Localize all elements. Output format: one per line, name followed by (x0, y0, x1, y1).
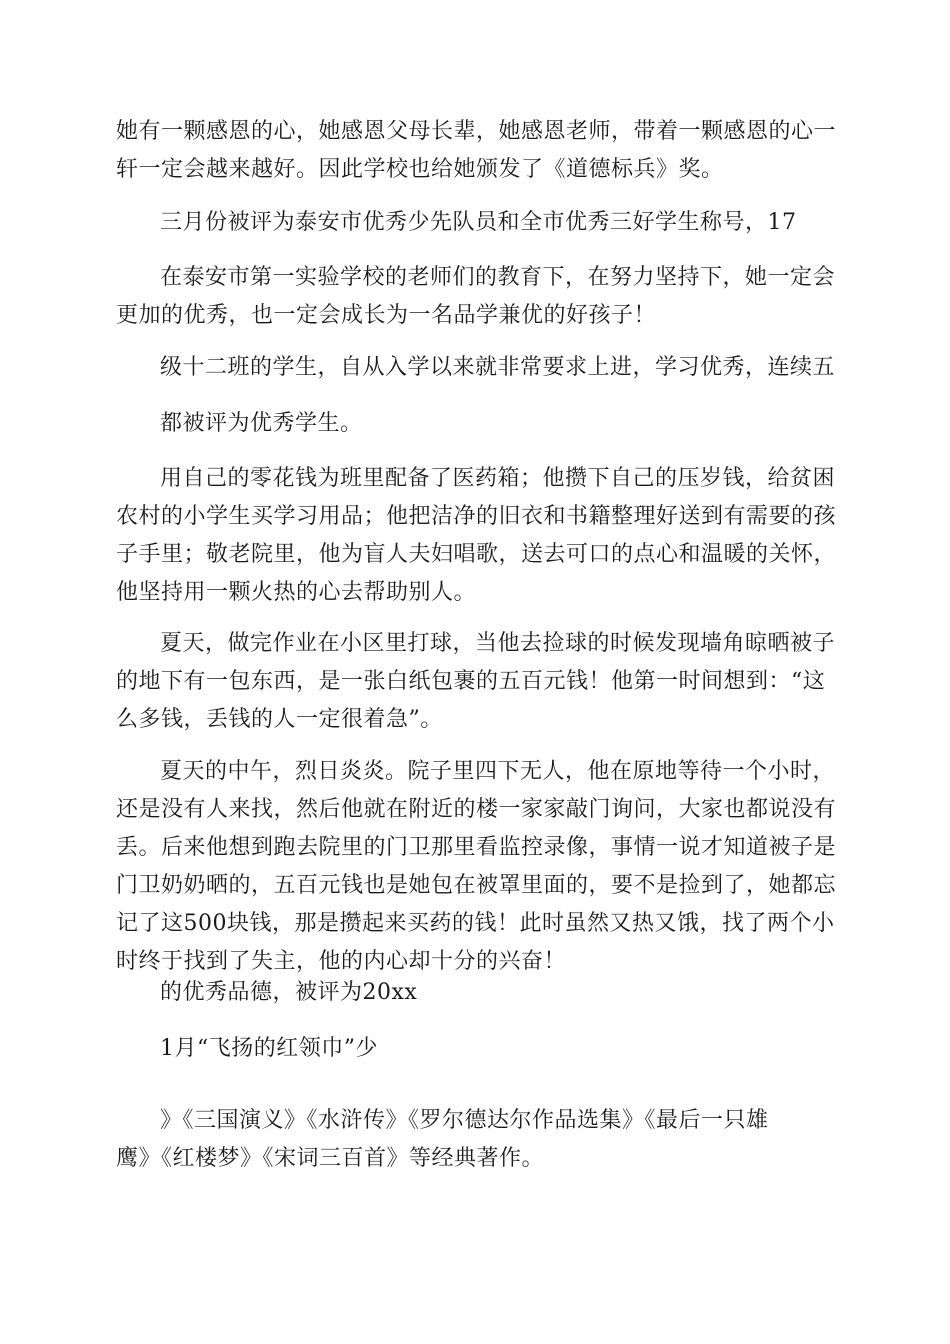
text-line: 么多钱，丢钱的人一定很着急”。 (116, 707, 443, 732)
text-line: 级十二班的学生，自从入学以来就非常要求上进，学习优秀，连续五 (160, 355, 836, 380)
paragraph (116, 1102, 836, 1178)
text-line: 的地下有一包东西，是一张白纸包裹的五百元钱！他第一时间想到：“这 (116, 669, 826, 694)
paragraph (116, 259, 836, 335)
text-line: 的优秀品德，被评为20xx (160, 980, 418, 1005)
paragraph (116, 113, 836, 189)
text-line: 农村的小学生买学习用品；他把洁净的旧衣和书籍整理好送到有需要的孩 (116, 504, 837, 529)
text-line: 夏天的中午，烈日炎炎。院子里四下无人，他在原地等待一个小时， (160, 759, 836, 784)
text-line: 用自己的零花钱为班里配备了医药箱；他攒下自己的压岁钱，给贫困 (160, 466, 836, 491)
text-line: 她有一颗感恩的心，她感恩父母长辈，她感恩老师，带着一颗感恩的心一 (116, 119, 837, 144)
text-line: 》《三国演义》《水浒传》《罗尔德达尔作品选集》《最后一只雄 (160, 1108, 769, 1133)
text-line: 丢。后来他想到跑去院里的门卫那里看监控录像，事情一说才知道被子是 (116, 835, 837, 860)
text-line: 三月份被评为泰安市优秀少先队员和全市优秀三好学生称号，17 (160, 210, 797, 235)
paragraph (116, 460, 836, 612)
paragraph (160, 974, 880, 1012)
text-line: 门卫奶奶晒的，五百元钱也是她包在被罩里面的，要不是捡到了，她都忘 (116, 873, 837, 898)
text-line: 他坚持用一颗火热的心去帮助别人。 (116, 580, 477, 605)
paragraph (160, 1030, 880, 1068)
text-line: 时终于找到了失主，他的内心却十分的兴奋！ (116, 949, 567, 974)
text-line: 都被评为优秀学生。 (160, 411, 363, 436)
text-line: 轩一定会越来越好。因此学校也给她颁发了《道德标兵》奖。 (116, 157, 724, 182)
paragraph (160, 349, 880, 387)
text-line: 记了这500块钱，那是攒起来买药的钱！此时虽然又热又饿，找了两个小 (116, 911, 835, 936)
text-line: 子手里；敬老院里，他为盲人夫妇唱歌，送去可口的点心和温暖的关怀， (116, 542, 837, 567)
paragraph (116, 625, 836, 739)
text-line: 1月“飞扬的红领巾”少 (160, 1036, 378, 1061)
text-line: 更加的优秀，也一定会成长为一名品学兼优的好孩子！ (116, 303, 657, 328)
paragraph (160, 204, 880, 242)
paragraph (160, 405, 880, 443)
text-line: 鹰》《红楼梦》《宋词三百首》等经典著作。 (116, 1146, 545, 1171)
text-line: 夏天，做完作业在小区里打球，当他去捡球的时候发现墙角晾晒被子 (160, 631, 836, 656)
paragraph (116, 753, 836, 981)
text-line: 还是没有人来找，然后他就在附近的楼一家家敲门询问，大家也都说没有 (116, 797, 837, 822)
text-line: 在泰安市第一实验学校的老师们的教育下，在努力坚持下，她一定会 (160, 265, 836, 290)
